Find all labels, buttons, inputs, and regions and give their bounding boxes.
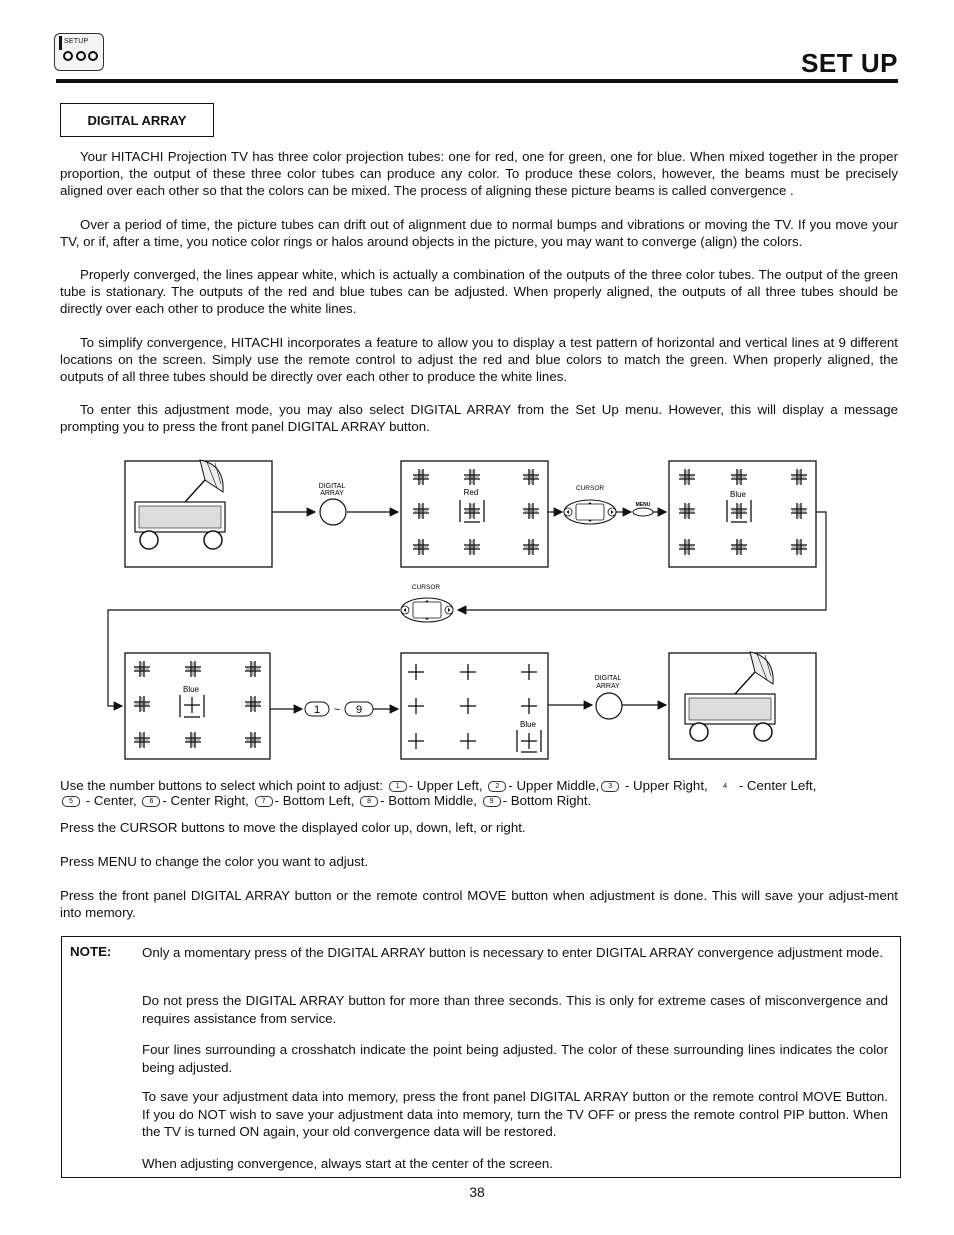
menu-label: MENU [635, 502, 651, 508]
blue-label: Blue [729, 490, 747, 499]
digital-array-label: ARRAY [596, 683, 620, 690]
cursor-label: CURSOR [411, 584, 441, 591]
point-label: - Upper Right, [624, 778, 708, 793]
blue-test-pattern-panel-1 [669, 461, 816, 567]
note-label: NOTE: [70, 944, 112, 959]
setup-icon-label: SETUP [64, 38, 89, 45]
note-item: When adjusting convergence, always start at the center of the screen. [142, 1156, 553, 1171]
digital-array-label: ARRAY [320, 490, 344, 497]
section-title: DIGITAL ARRAY [60, 103, 214, 137]
number-range-buttons [305, 702, 373, 716]
note-item: Do not press the DIGITAL ARRAY button for more than three seconds. This is only for extreme cases of misconvergence and requires assistance from service. [142, 993, 888, 1026]
menu-instruction: Press MENU to change the color you want to adjust. [60, 854, 369, 869]
note-item: Four lines surrounding a crosshatch indicate the point being adjusted. The color of these surrounding lines indicates the color being adjusted. [142, 1042, 888, 1075]
digital-array-button-2 [595, 675, 622, 719]
note-item: Only a momentary press of the DIGITAL ARRAY button is necessary to enter DIGITAL ARRAY convergence adjustment mode. [142, 945, 884, 960]
gear-icon [63, 51, 73, 61]
point-label: - Upper Left, [408, 778, 483, 793]
range-start-number: 1 [313, 704, 321, 716]
red-test-pattern-panel [401, 461, 548, 567]
point-label: - Bottom Middle, [380, 793, 477, 808]
range-end-number: 9 [355, 704, 363, 716]
digital-array-button-1 [319, 483, 346, 525]
gear-icon [88, 51, 98, 61]
blue-test-pattern-panel-2 [125, 653, 270, 759]
number-button-icon: 5 [62, 796, 80, 807]
point-label: - Upper Middle, [508, 778, 600, 793]
number-button-icon: 8 [360, 796, 378, 807]
simplify-paragraph: To simplify convergence, HITACHI incorporates a feature to allow you to display a test pattern of horizontal and vertical lines at 9 different locations on the screen. Simply use the remote control to adjust the red and blue colors to match the green. When properly aligned, the outputs of all three tubes should be directly over each other to produce the white lines. [60, 335, 898, 384]
point-label: - Center, [85, 793, 137, 808]
note-item: To save your adjustment data into memory, press the front panel DIGITAL ARRAY button or the remote control MOVE Button. If you do NOT wish to save your adjustment data into memory, turn the TV OFF or press the remote control PIP button. When the TV is turned ON again, your old convergence data will be restored. [142, 1089, 888, 1139]
icon-bar [59, 36, 62, 50]
intro-paragraph: Your HITACHI Projection TV has three color projection tubes: one for red, one for green, one for blue. When mixed together in the proper proportion, the output of these three color tubes can produce any color. To produce these colors, however, the beams must be precisely aligned over each other so that the colors can be mixed. The process of aligning these picture beams is called convergence . [60, 149, 898, 198]
drift-paragraph: Over a period of time, the picture tubes can drift out of alignment due to normal bumps and vibrations or moving the TV. If you move your TV, or if, after a time, you notice color rings or halos around objects in the picture, you may want to converge (align) the colors. [60, 217, 898, 249]
cursor-instruction: Press the CURSOR buttons to move the displayed color up, down, left, or right. [60, 820, 526, 835]
point-label: - Bottom Right. [502, 793, 592, 808]
cursor-label: CURSOR [575, 485, 605, 492]
number-button-icon: 4 [723, 782, 728, 790]
digital-array-label: DIGITAL [594, 675, 622, 682]
number-button-icon: 3 [601, 781, 619, 792]
page-number: 38 [469, 1184, 485, 1200]
tv-image-panel-1 [125, 460, 272, 567]
red-label: Red [463, 488, 479, 497]
point-label: - Bottom Left, [274, 793, 355, 808]
gear-icon [76, 51, 86, 61]
save-instruction: Press the front panel DIGITAL ARRAY button or the remote control MOVE button when adjustment is done. This will save your adjust-ment into memory. [60, 888, 898, 920]
number-button-icon: 9 [483, 796, 501, 807]
point-selection-legend [60, 778, 898, 808]
number-button-icon: 7 [255, 796, 273, 807]
cursor-pad-icon [401, 598, 453, 622]
enter-mode-paragraph: To enter this adjustment mode, you may also select DIGITAL ARRAY from the Set Up menu. However, this will display a message prompting you to press the front panel DIGITAL ARRAY button. [60, 402, 898, 434]
point-label: - Center Right, [162, 793, 249, 808]
converged-test-pattern-panel [401, 653, 548, 759]
cursor-pad-icon [564, 500, 616, 524]
digital-array-label: DIGITAL [318, 483, 346, 490]
number-button-icon: 2 [488, 781, 506, 792]
converged-paragraph: Properly converged, the lines appear white, which is actually a combination of the outputs of the three color tubes. The output of the green tube is stationary. The outputs of the red and blue tubes can be adjusted. When properly aligned, the outputs of all three tubes should be directly over each other to produce the white lines. [60, 267, 898, 316]
title-rule [56, 79, 898, 83]
selection-intro: Use the number buttons to select which point to adjust: [60, 778, 384, 793]
menu-button-icon [633, 508, 653, 516]
setup-section-icon [54, 33, 104, 71]
page-title: SET UP [801, 48, 898, 78]
tv-image-panel-2 [669, 652, 816, 759]
number-button-icon: 6 [142, 796, 160, 807]
blue-label: Blue [519, 720, 537, 729]
convergence-flow-diagram [0, 450, 954, 770]
blue-label: Blue [182, 685, 200, 694]
number-button-icon: 1 [389, 781, 407, 792]
point-label: - Center Left, [738, 778, 817, 793]
range-separator: ~ [333, 704, 341, 716]
